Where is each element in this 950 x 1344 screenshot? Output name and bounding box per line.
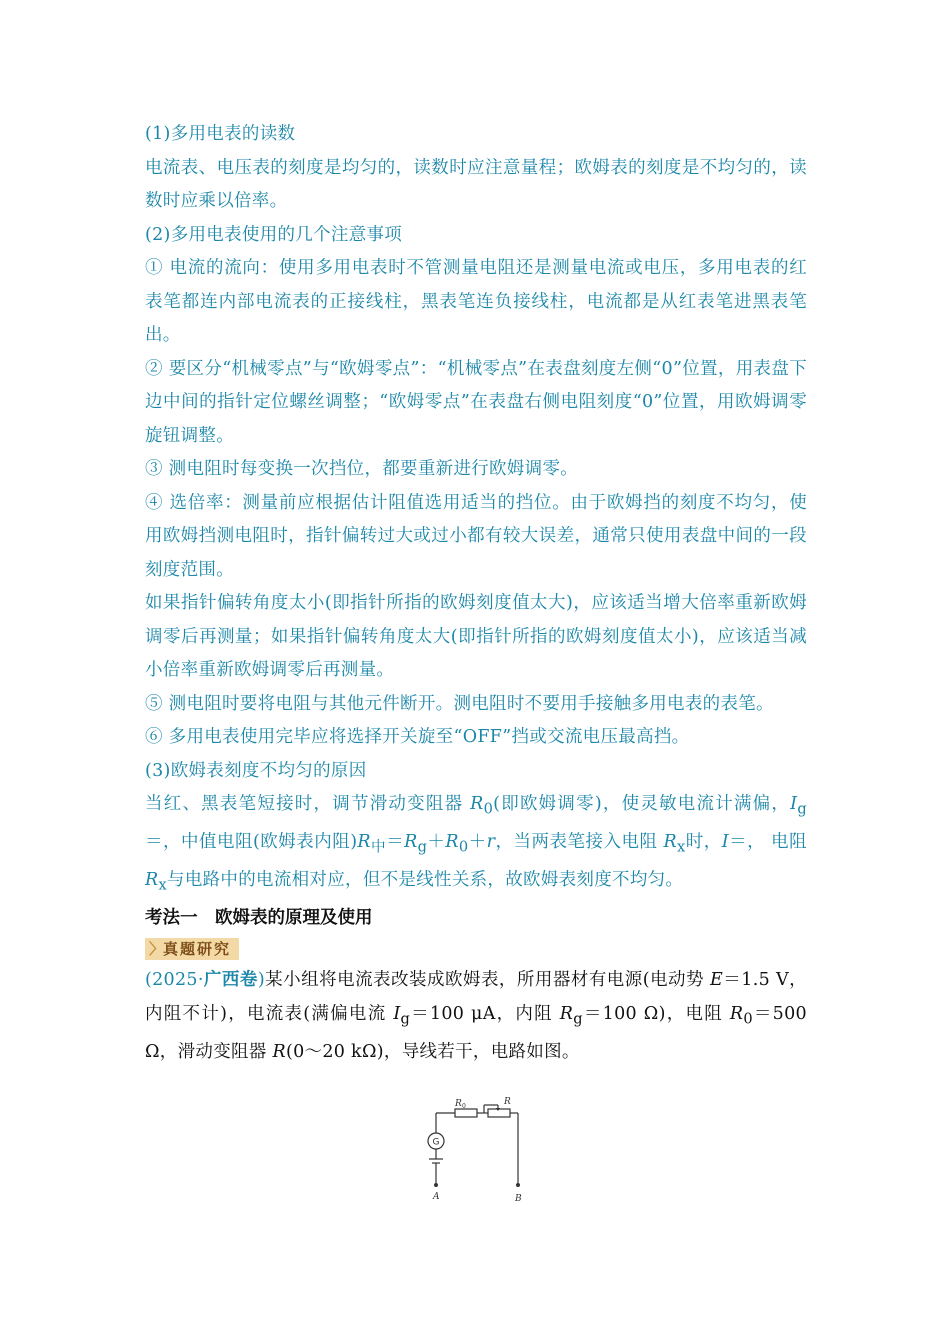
label-r: R: [504, 1097, 511, 1107]
paragraph-reading: 电流表、电压表的刻度是均匀的，读数时应注意量程；欧姆表的刻度是不均匀的，读数时应乘以倍率。: [145, 157, 807, 211]
circuit-diagram: [418, 1095, 538, 1215]
page-content: [145, 118, 807, 1069]
note-5: ⑤ 测电阻时要将电阻与其他元件断开。测电阻时不要用手接触多用电表的表笔。: [145, 693, 774, 714]
terminal-a-label: A: [433, 1192, 440, 1202]
section-heading-2: (2)多用电表使用的几个注意事项: [145, 224, 403, 245]
label-r0: R: [455, 1099, 462, 1109]
note-4-continued: 如果指针偏转角度太小(即指针所指的欧姆刻度值太大)，应该适当增大倍率重新欧姆调零后再测量；如果指针偏转角度太大(即指针所指的欧姆刻度值太小)，应该适当减小倍率重新欧姆调零后再测量。: [145, 593, 807, 680]
section-heading-3: (3)欧姆表刻度不均匀的原因: [145, 760, 367, 781]
note-6: ⑥ 多用电表使用完毕应将选择开关旋至“OFF”挡或交流电压最高挡。: [145, 727, 690, 747]
galvanometer-icon: G: [432, 1137, 440, 1148]
note-4: ④ 选倍率：测量前应根据估计阻值选用适当的挡位。由于欧姆挡的刻度不均匀，使用欧姆挡测电阻时，指针偏转过大或过小都有较大误差，通常只使用表盘中间的一段刻度范围。: [145, 492, 807, 580]
section-heading-1: (1)多用电表的读数: [145, 124, 296, 144]
terminal-b-label: B: [515, 1194, 522, 1204]
chevron-right-icon: 〉: [149, 940, 167, 958]
problem-text: (2025·广西卷)某小组将电流表改装成欧姆表，所用器材有电源(电动势 E＝1.5 V，内阻不计)，电流表(满偏电流 $I_g=100$ μA，内阻 $R_g=100$ Ω)，电阻 $R_0=500$ Ω，滑动变阻器 R(0～20 kΩ)，导线若干，电路如图。: [145, 970, 807, 1062]
note-2: ② 要区分“机械零点”与“欧姆零点”：“机械零点”在表盘刻度左侧“0”位置，用表盘下边中间的指针定位螺丝调整；“欧姆零点”在表盘右侧电阻刻度“0”位置，用欧姆调零旋钮调整。: [145, 358, 807, 446]
note-3: ③ 测电阻时每变换一次挡位，都要重新进行欧姆调零。: [145, 459, 579, 479]
real-exam-badge: 〉 真题研究: [145, 938, 239, 960]
method-title: 考法一 欧姆表的原理及使用: [145, 908, 373, 928]
note-1: ① 电流的流向：使用多用电表时不管测量电阻还是测量电流或电压，多用电表的红表笔都连内部电流表的正接线柱，黑表笔连负接线柱，电流都是从红表笔进黑表笔出。: [145, 258, 807, 345]
label-r0-sub: 0: [462, 1103, 466, 1110]
problem-source: (2025·广西卷): [145, 970, 265, 990]
paragraph-nonuniform: 当红、黑表笔短接时，调节滑动变阻器 $R_0$(即欧姆调零)，使灵敏电流计满偏，$I_g=$，中值电阻(欧姆表内阻)$R_中=R_g+R_0+r$，当两表笔接入电阻 $R_x$时，I＝， 电阻 $R_x$与电路中的电流相对应，但不是线性关系，故欧姆表刻度不均匀。: [145, 794, 807, 894]
